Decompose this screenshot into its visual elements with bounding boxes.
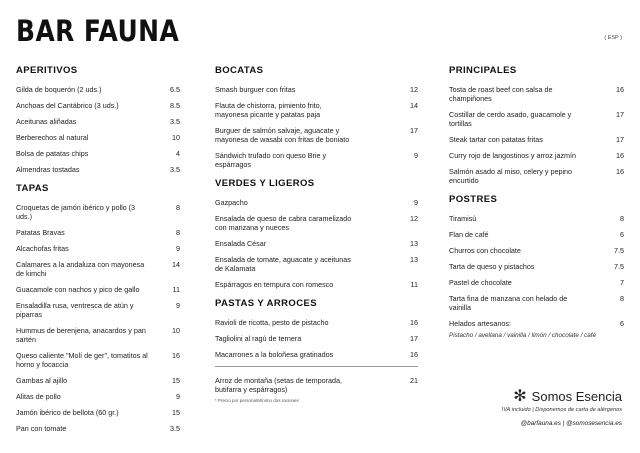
menu-item-name: Guacamole con nachos y pico de gallo: [16, 285, 140, 294]
menu-item-price: 15: [172, 376, 180, 385]
menu-item-price: 6.5: [170, 85, 180, 94]
section-title: BOCATAS: [215, 65, 264, 76]
menu-item-price: 3.5: [170, 165, 180, 174]
menu-item-name: Flan de café: [449, 230, 489, 239]
menu-item-name: Ensalada de queso de cabra caramelizado con manzana y nueces: [215, 214, 352, 232]
menu-item: [16, 203, 180, 221]
section-title: POSTRES: [449, 194, 498, 205]
menu-item: [215, 85, 418, 94]
menu-item-name: Macarrones a la boloñesa gratinados: [215, 350, 334, 359]
menu-item: [16, 285, 180, 294]
menu-item-price: 16: [410, 318, 418, 327]
menu-item-price: 9: [176, 244, 180, 253]
menu-item-price: 3.5: [170, 424, 180, 433]
menu-item-price: 21: [410, 376, 418, 385]
menu-item-name: Ensalada de tomate, aguacate y aceitunas de Kalamata: [215, 255, 351, 273]
social-handles[interactable]: @barfauna.es | @somosesencia.es: [520, 420, 622, 427]
menu-item-name: Almendras tostadas: [16, 165, 80, 174]
menu-item-price: 15: [172, 408, 180, 417]
menu-item-name: Smash burguer con fritas: [215, 85, 296, 94]
menu-item-name: Aceitunas aliñadas: [16, 117, 77, 126]
menu-item-name: Gambas al ajillo: [16, 376, 68, 385]
menu-item: [215, 126, 418, 144]
menu-item-price: 11: [172, 285, 180, 294]
menu-section-principales: [449, 65, 624, 185]
menu-item: [16, 133, 180, 142]
menu-item-price: 9: [414, 198, 418, 207]
menu-item-price: 11: [410, 280, 418, 289]
menu-item-name: Ensalada César: [215, 239, 267, 248]
menu-item: [16, 376, 180, 385]
menu-item-price: 10: [172, 326, 180, 335]
menu-item-name: Steak tartar con patatas fritas: [449, 135, 543, 144]
menu-item: [449, 110, 624, 128]
menu-item: [16, 244, 180, 253]
menu-section-tapas: [16, 183, 180, 433]
menu-item: [16, 228, 180, 237]
menu-item: [449, 167, 624, 185]
menu-item-price: 17: [410, 126, 418, 135]
menu-item: [16, 165, 180, 174]
menu-item: [449, 135, 624, 144]
menu-item-price: 9: [176, 301, 180, 310]
menu-item-price: 9: [414, 151, 418, 160]
menu-item-name: Queso caliente "Molí de ger", tomatitos al horno y focaccia: [16, 351, 148, 369]
menu-item-price: 16: [172, 351, 180, 360]
menu-item-name: Hummus de berenjena, anacardos y pan sartén: [16, 326, 146, 344]
menu-item-name: Alcachofas fritas: [16, 244, 69, 253]
menu-item-name: Alitas de pollo: [16, 392, 61, 401]
menu-item-price: 7: [620, 278, 624, 287]
menu-item-price: 13: [410, 255, 418, 264]
section-title: VERDES Y LIGEROS: [215, 178, 315, 189]
menu-section-aperitivos: [16, 65, 180, 174]
menu-item: [16, 326, 180, 344]
menu-item-price: 16: [616, 151, 624, 160]
menu-column-1: [16, 65, 180, 442]
menu-item: [449, 294, 624, 312]
language-label[interactable]: ( ESP ): [604, 35, 622, 41]
menu-item-name: Bolsa de patatas chips: [16, 149, 89, 158]
asterisk-icon: ✻: [513, 388, 527, 405]
menu-item-price: 12: [410, 85, 418, 94]
menu-item-name: Flauta de chistorra, pimiento frito, mayonesa picante y patatas paja: [215, 101, 322, 119]
menu-item-price: 7.5: [614, 262, 624, 271]
menu-column-3: [449, 65, 624, 349]
menu-item-name: Tarta fina de manzana con helado de vainilla: [449, 294, 568, 312]
menu-item: [449, 230, 624, 239]
menu-item-price: 16: [410, 350, 418, 359]
menu-item-name: Calamares a la andaluza con mayonesa de kimchi: [16, 260, 145, 278]
menu-item-name: Tosta de roast beef con salsa de champiñones: [449, 85, 553, 103]
menu-item-price: 13: [410, 239, 418, 248]
menu-item-name: Croquetas de jamón ibérico y pollo (3 uds.): [16, 203, 136, 221]
menu-item: [215, 376, 418, 394]
menu-item-name: Burguer de salmón salvaje, aguacate y mayonesa de wasabi con fritas de boniato: [215, 126, 350, 144]
menu-item-price: 8: [620, 214, 624, 223]
menu-item-price: 10: [172, 133, 180, 142]
menu-item: [16, 117, 180, 126]
menu-item-price: 14: [172, 260, 180, 269]
menu-item: [449, 214, 624, 223]
menu-item: [16, 101, 180, 110]
menu-item: [215, 350, 418, 359]
menu-item: [16, 351, 180, 369]
menu-item: [16, 424, 180, 433]
menu-item-price: 17: [410, 334, 418, 343]
menu-item-name: Anchoas del Cantábrico (3 uds.): [16, 101, 119, 110]
menu-item-name: Tiramisú: [449, 214, 477, 223]
menu-item-name: Ravioli de ricotta, pesto de pistacho: [215, 318, 329, 327]
menu-item: [449, 278, 624, 287]
menu-item-name: Tarta de queso y pistachos: [449, 262, 535, 271]
menu-item-price: 8.5: [170, 101, 180, 110]
brand-block: [502, 389, 622, 427]
menu-item: [215, 334, 418, 343]
menu-item: [215, 198, 418, 207]
menu-item-name: Sándwich trufado con queso Brie y espárragos: [215, 151, 327, 169]
menu-item-name: Patatas Bravas: [16, 228, 65, 237]
menu-item-price: 8: [620, 294, 624, 303]
menu-item-price: 12: [410, 214, 418, 223]
section-title: PRINCIPALES: [449, 65, 517, 76]
menu-item: [16, 392, 180, 401]
menu-item: [449, 151, 624, 160]
menu-column-2: [215, 65, 418, 412]
menu-item: [215, 255, 418, 273]
menu-item-price: 16: [616, 85, 624, 94]
menu-item-name: Helados artesanos:: [449, 319, 511, 328]
menu-item-price: 8: [176, 203, 180, 212]
menu-item: [16, 149, 180, 158]
menu-item-name: Arroz de montaña (setas de temporada, butifarra y espárragos): [215, 376, 343, 394]
menu-item-name: Pastel de chocolate: [449, 278, 512, 287]
menu-item: [16, 260, 180, 278]
price-footnote: * Precio por persona/Mínimo dos raciones: [215, 398, 299, 403]
menu-section-pastas-y-arroces: [215, 298, 418, 359]
tax-allergen-note: IVA incluido | Disponemos de carta de alérgenos: [501, 407, 622, 413]
menu-item: [449, 262, 624, 271]
menu-item-name: Churros con chocolate: [449, 246, 521, 255]
menu-item: [215, 280, 418, 289]
menu-item-price: 3.5: [170, 117, 180, 126]
menu-item: [16, 301, 180, 319]
brand-logo: [502, 389, 622, 404]
menu-section-extra: [215, 366, 418, 403]
menu-item-name: Salmón asado al miso, celery y pepino encurtido: [449, 167, 573, 185]
section-title: PASTAS Y ARROCES: [215, 298, 317, 309]
menu-item: [215, 151, 418, 169]
menu-item-name: Tagliolini al ragú de ternera: [215, 334, 302, 343]
menu-item: [215, 101, 418, 119]
menu-item: [449, 85, 624, 103]
menu-item: [215, 214, 418, 232]
menu-item-price: 14: [410, 101, 418, 110]
menu-item: [215, 239, 418, 248]
menu-item-name: Espárragos en tempura con romesco: [215, 280, 334, 289]
menu-item: [449, 246, 624, 255]
brand-name: Somos Esencia: [531, 389, 622, 404]
menu-item-name: Jamón ibérico de bellota (60 gr.): [16, 408, 119, 417]
section-title: TAPAS: [16, 183, 49, 194]
menu-item-name: Berberechos al natural: [16, 133, 89, 142]
menu-item-price: 4: [176, 149, 180, 158]
menu-item-name: Pan con tomate: [16, 424, 67, 433]
restaurant-title: BAR FAUNA: [16, 14, 180, 48]
menu-item-price: 9: [176, 392, 180, 401]
menu-item-name: Ensaladilla rusa, ventresca de atún y piparras: [16, 301, 134, 319]
menu-section-postres: [449, 194, 624, 340]
menu-item-name: Costillar de cerdo asado, guacamole y tortillas: [449, 110, 572, 128]
menu-item-name: Gazpacho: [215, 198, 248, 207]
menu-item-price: 17: [616, 135, 624, 144]
section-title: APERITIVOS: [16, 65, 78, 76]
menu-item-name: Curry rojo de langostinos y arroz jazmín: [449, 151, 577, 160]
menu-item-price: 16: [616, 167, 624, 176]
menu-item: [16, 85, 180, 94]
divider: [215, 366, 418, 367]
flavor-list: Pistacho / avellana / vainilla / limón / chocolate / café: [449, 332, 597, 339]
menu-item-price: 6: [620, 319, 624, 328]
menu-item-price: 17: [616, 110, 624, 119]
menu-item: [215, 318, 418, 327]
menu-section-bocatas: [215, 65, 418, 169]
menu-item: [16, 408, 180, 417]
menu-item: [449, 319, 624, 328]
menu-item-price: 6: [620, 230, 624, 239]
menu-item-price: 8: [176, 228, 180, 237]
menu-item-price: 7.5: [614, 246, 624, 255]
menu-section-verdes-y-ligeros: [215, 178, 418, 289]
menu-item-name: Gilda de boquerón (2 uds.): [16, 85, 102, 94]
